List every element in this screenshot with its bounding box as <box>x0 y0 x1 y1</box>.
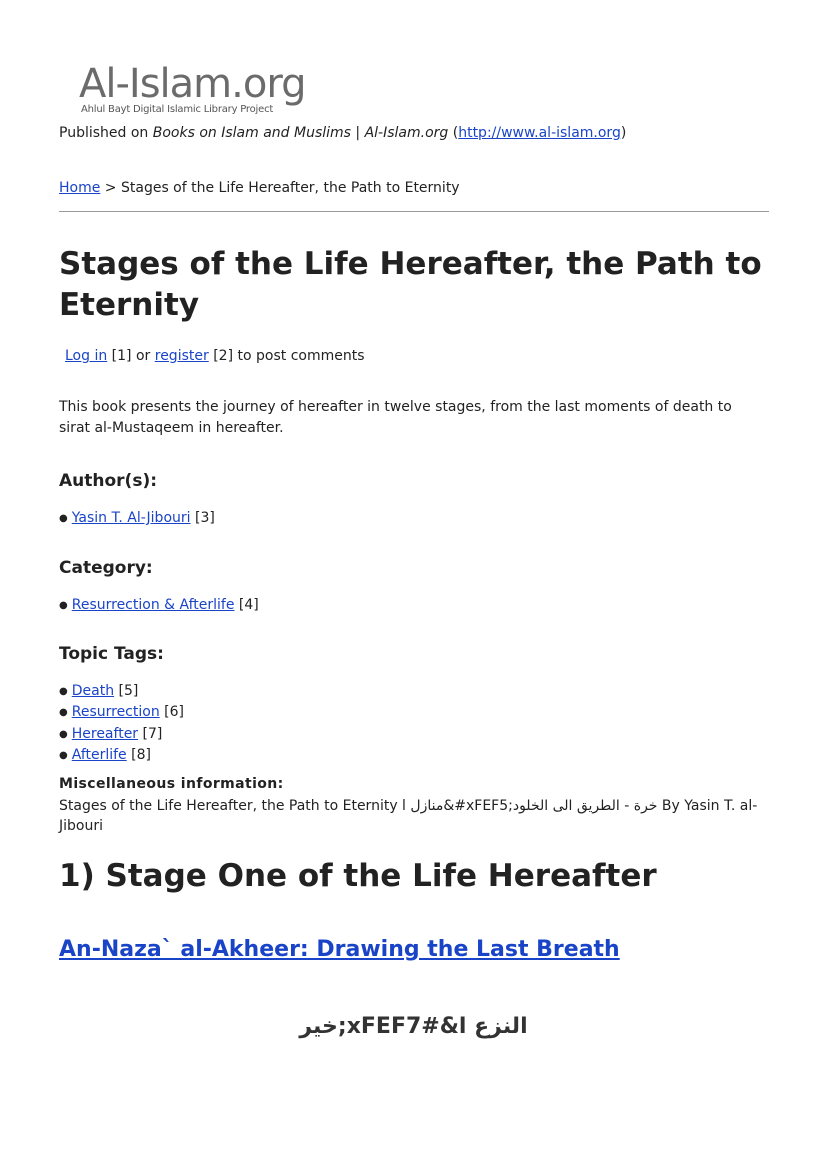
tag-ref: [7] <box>142 725 163 742</box>
list-item <box>59 702 184 723</box>
authors-list <box>59 508 215 529</box>
tag-link-resurrection[interactable]: Resurrection <box>71 704 160 721</box>
chapter-subtitle-link[interactable]: An-Naza` al-Akheer: Drawing the Last Breath <box>59 937 620 962</box>
bullet-icon: ● <box>59 600 68 611</box>
category-list <box>59 595 259 616</box>
list-item <box>59 745 184 766</box>
bullet-icon: ● <box>59 707 68 719</box>
book-description: This book presents the journey of hereafter in twelve stages, from the last moments of death to sirat al-Mustaqeem in hereafter. <box>59 399 732 436</box>
chapter-subtitle <box>59 935 620 965</box>
category-heading: Category: <box>59 558 153 578</box>
login-line <box>65 347 365 365</box>
breadcrumb-home-link[interactable]: Home <box>59 180 101 196</box>
login-ref: [1] <box>111 348 132 364</box>
tag-ref: [5] <box>118 683 139 699</box>
or-text: or <box>135 348 151 364</box>
category-link[interactable]: Resurrection & Afterlife <box>71 597 235 613</box>
logo-tagline: Ahlul Bayt Digital Islamic Library Project <box>81 104 274 115</box>
arabic-heading: النزع ا&#xFEF7;خير <box>299 1014 528 1039</box>
list-item <box>59 681 184 702</box>
authors-heading: Author(s): <box>59 471 158 491</box>
page-title: Stages of the Life Hereafter, the Path to Eternity <box>59 246 762 323</box>
login-suffix: to post comments <box>237 348 365 364</box>
tag-link-death[interactable]: Death <box>71 683 115 699</box>
misc-heading: Miscellaneous information: <box>59 776 284 792</box>
bullet-icon: ● <box>59 749 68 761</box>
chapter-title: 1) Stage One of the Life Hereafter <box>59 858 657 894</box>
site-logo <box>79 62 319 118</box>
tag-ref: [8] <box>131 746 151 763</box>
login-link[interactable]: Log in <box>65 348 108 364</box>
site-url-link[interactable]: http://www.al-islam.org <box>458 125 621 141</box>
logo-wordmark: Al-Islam.org <box>79 61 306 107</box>
bullet-icon: ● <box>59 686 68 697</box>
author-ref: [3] <box>194 510 215 526</box>
bullet-icon: ● <box>59 728 68 740</box>
misc-text: Stages of the Life Hereafter, the Path to Eternity l منازل&#xFEF5;خرة - الطريق الى الخلود By Yasin T. al-Jibouri <box>59 798 758 834</box>
breadcrumb <box>59 179 460 197</box>
author-link[interactable]: Yasin T. Al-Jibouri <box>71 510 191 526</box>
breadcrumb-separator: > <box>104 180 117 196</box>
register-link[interactable]: register <box>154 348 209 364</box>
list-item <box>59 724 184 745</box>
breadcrumb-current: Stages of the Life Hereafter, the Path to Eternity <box>120 180 460 196</box>
list-item <box>59 595 259 616</box>
bullet-icon: ● <box>59 513 68 524</box>
published-prefix: Published on <box>59 125 149 141</box>
header-divider <box>59 211 769 212</box>
category-ref: [4] <box>238 597 259 613</box>
register-ref: [2] <box>213 348 234 364</box>
published-line: Published on Books on Islam and Muslims | Al-Islam.org (http://www.al-islam.org) <box>59 125 627 141</box>
tag-link-afterlife[interactable]: Afterlife <box>71 746 127 763</box>
site-name: Books on Islam and Muslims | Al-Islam.org <box>152 125 449 141</box>
tag-link-hereafter[interactable]: Hereafter <box>71 725 139 742</box>
topic-tags-heading: Topic Tags: <box>59 644 164 664</box>
topic-tags-list <box>59 681 184 766</box>
tag-ref: [6] <box>164 704 184 721</box>
list-item <box>59 508 215 529</box>
